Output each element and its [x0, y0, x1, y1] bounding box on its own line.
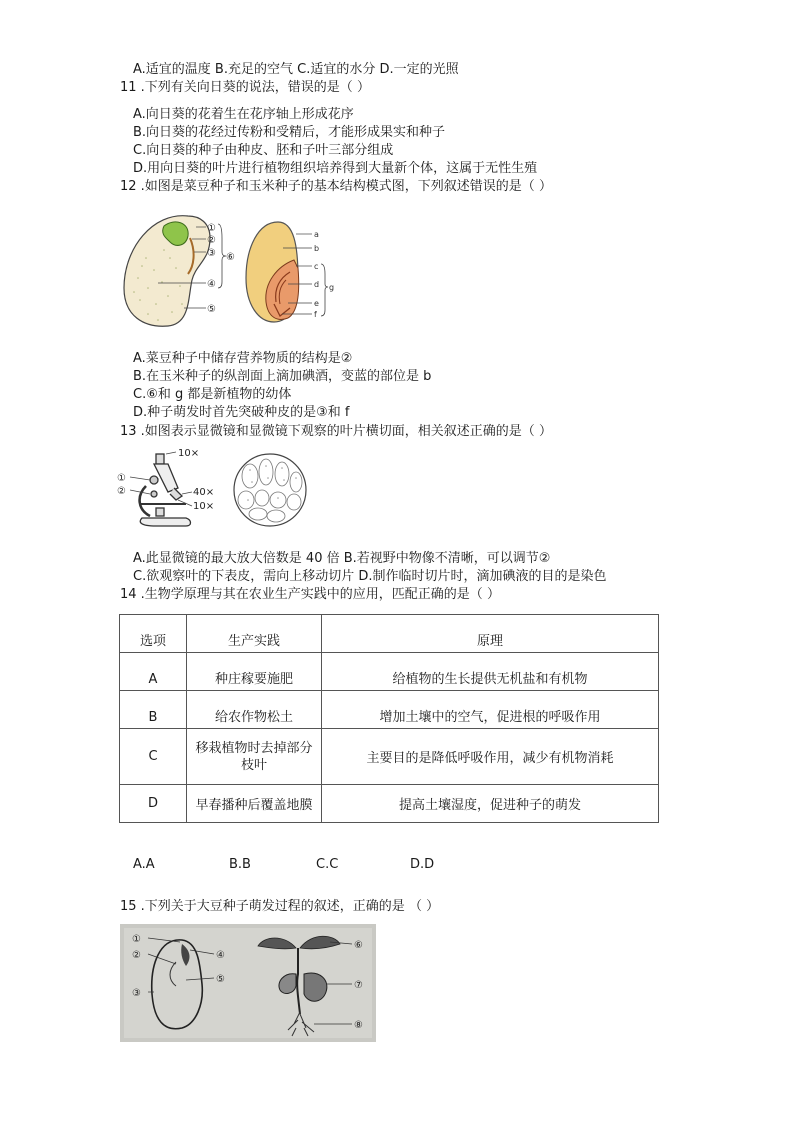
- bean-label-6: ⑥: [226, 252, 235, 263]
- q12-stem: 12 .如图是菜豆种子和玉米种子的基本结构模式图，下列叙述错误的是（ ）: [120, 179, 552, 194]
- seed-label-1: ①: [132, 934, 141, 945]
- row-b-principle: 增加土壤中的空气，促进根的呼吸作用: [322, 691, 659, 729]
- row-a-option: A: [120, 653, 187, 691]
- q13-options-ab: A.此显微镜的最大放大倍数是 40 倍 B.若视野中物像不清晰，可以调节②: [133, 551, 551, 566]
- q14-stem: 14 .生物学原理与其在农业生产实践中的应用，匹配正确的是（ ）: [120, 587, 500, 602]
- q12-option-a: A.菜豆种子中储存营养物质的结构是②: [133, 351, 353, 366]
- q11-option-b: B.向日葵的花经过传粉和受精后，才能形成果实和种子: [133, 125, 446, 140]
- q12-option-d: D.种子萌发时首先突破种皮的是③和 f: [133, 405, 350, 420]
- corn-label-g: g: [329, 283, 335, 292]
- bean-label-1: ①: [207, 223, 216, 234]
- header-option: 选项: [120, 615, 187, 653]
- table-row: [120, 653, 659, 691]
- seed-label-5: ⑤: [216, 974, 225, 985]
- header-practice: 生产实践: [187, 615, 322, 653]
- seed-structure-figure: [118, 208, 348, 333]
- bean-label-5: ⑤: [207, 304, 216, 315]
- scope-label-1: ①: [117, 473, 126, 484]
- corn-label-a: a: [314, 230, 319, 239]
- q11-option-d: D.用向日葵的叶片进行植物组织培养得到大量新个体，这属于无性生殖: [133, 161, 538, 176]
- corn-label-c: c: [314, 262, 319, 271]
- eyepiece-magnification: 10×: [178, 448, 200, 459]
- q14-answer-c: C.C: [316, 857, 339, 872]
- objective-high-magnification: 40×: [193, 487, 215, 498]
- q14-answer-a: A.A: [133, 857, 155, 872]
- q14-table: [119, 614, 659, 823]
- q13-options-cd: C.欲观察叶的下表皮，需向上移动切片 D.制作临时切片时，滴加碘液的目的是染色: [133, 569, 607, 584]
- row-d-principle: 提高土壤湿度，促进种子的萌发: [322, 785, 659, 823]
- table-row: [120, 691, 659, 729]
- bean-label-3: ③: [207, 248, 216, 259]
- q15-stem: 15 .下列关于大豆种子萌发过程的叙述，正确的是 （ ）: [120, 899, 440, 914]
- row-b-practice: 给农作物松土: [187, 691, 322, 729]
- leaf-cross-section-view: [234, 454, 306, 526]
- q11-stem: 11 .下列有关向日葵的说法，错误的是（ ）: [120, 80, 370, 95]
- objective-low-magnification: 10×: [193, 501, 215, 512]
- bean-label-2: ②: [207, 235, 216, 246]
- table-row: [120, 729, 659, 785]
- q12-option-c: C.⑥和 g 都是新植物的幼体: [133, 387, 292, 402]
- row-c-practice: 移栽植物时去掉部分枝叶: [187, 729, 322, 785]
- corn-label-d: d: [314, 280, 320, 289]
- q14-answer-b: B.B: [229, 857, 251, 872]
- q11-option-a: A.向日葵的花着生在花序轴上形成花序: [133, 107, 354, 122]
- seedling-label-8: ⑧: [354, 1020, 363, 1031]
- microscope-figure: [116, 446, 326, 536]
- table-header-row: [120, 615, 659, 653]
- seedling-label-7: ⑦: [354, 980, 363, 991]
- seedling-label-6: ⑥: [354, 940, 363, 951]
- corn-label-f: f: [314, 310, 317, 319]
- q14-answer-d: D.D: [410, 857, 435, 872]
- microscope-diagram: [140, 454, 191, 526]
- row-c-option: C: [120, 729, 187, 785]
- corn-seed-diagram: [246, 222, 334, 322]
- row-b-option: B: [120, 691, 187, 729]
- table-row: [120, 785, 659, 823]
- bean-label-4: ④: [207, 279, 216, 290]
- scope-label-2: ②: [117, 486, 126, 497]
- header-principle: 原理: [322, 615, 659, 653]
- q13-stem: 13 .如图表示显微镜和显微镜下观察的叶片横切面，相关叙述正确的是（ ）: [120, 424, 552, 439]
- seed-label-2: ②: [132, 950, 141, 961]
- row-a-principle: 给植物的生长提供无机盐和有机物: [322, 653, 659, 691]
- soybean-germination-figure: [120, 924, 376, 1042]
- row-d-option: D: [120, 785, 187, 823]
- q12-option-b: B.在玉米种子的纵剖面上滴加碘酒，变蓝的部位是 b: [133, 369, 432, 384]
- row-c-principle: 主要目的是降低呼吸作用，减少有机物消耗: [322, 729, 659, 785]
- bean-seed-diagram: [124, 216, 235, 327]
- corn-label-b: b: [314, 244, 320, 253]
- q10-options: A.适宜的温度 B.充足的空气 C.适宜的水分 D.一定的光照: [133, 62, 459, 77]
- seed-label-3: ③: [132, 988, 141, 999]
- seed-label-4: ④: [216, 950, 225, 961]
- row-a-practice: 种庄稼要施肥: [187, 653, 322, 691]
- corn-label-e: e: [314, 299, 319, 308]
- q11-option-c: C.向日葵的种子由种皮、胚和子叶三部分组成: [133, 143, 394, 158]
- row-d-practice: 早春播种后覆盖地膜: [187, 785, 322, 823]
